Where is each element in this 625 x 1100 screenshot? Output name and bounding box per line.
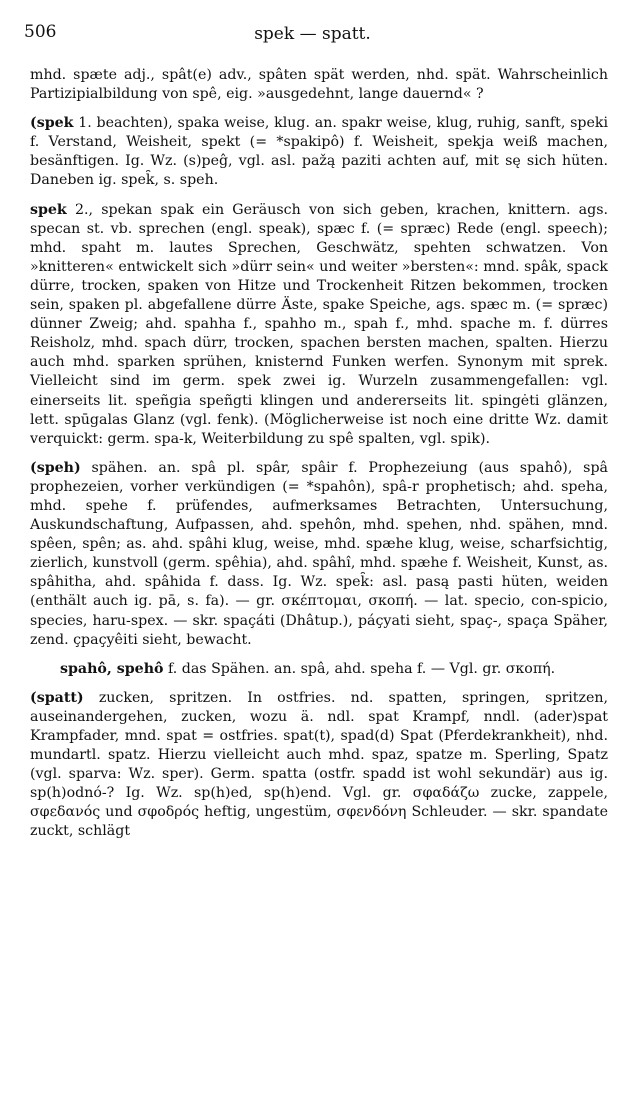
entry-spatt bbox=[30, 689, 608, 842]
running-head: spek — spatt. bbox=[254, 24, 371, 44]
entry-spaho bbox=[60, 660, 608, 679]
entry-text: spähen. an. spâ pl. spâr, spâir f. Prophezeiung (aus spahô), spâ prophezeien, vorher verkündigen (= *spahôn), spâ-r prophetisch; ahd. speha, mhd. spehe f. prüfendes, aufmerksames Betrachten, Untersuchung, Auskundschaftung, Aufpassen, ahd. spehôn, mhd. spehen, nhd. spähen, mnd. spêen, spên; as. ahd. spâhi klug, weise, mhd. spæhe klug, weise, scharfsichtig, zierlich, kunstvoll (germ. spêhia), ahd. spâhî, mhd. spæhe f. Weisheit, Kunst, as. spâhitha, ahd. spâhida f. dass. Ig. Wz. spek̑: asl. pasą pasti hüten, weiden (enthält auch ig. pā, s. fa). — gr. σκέπτομαι, σκοπή. — lat. specio, con-spicio, species, haru-spex. — skr. spaçáti (Dhâtup.), páçyati sieht, spaç-, spaça Späher, zend. çpaçyêiti sieht, bewacht. bbox=[30, 459, 608, 648]
page-header bbox=[0, 22, 625, 50]
entry-text: f. das Spähen. an. spâ, ahd. speha f. — Vgl. gr. σκοπή. bbox=[163, 660, 556, 677]
entry-headword: (spek bbox=[30, 115, 74, 132]
page-number: 506 bbox=[24, 22, 57, 42]
entry-headword: (speh) bbox=[30, 459, 81, 476]
entry-spek-1 bbox=[30, 114, 608, 190]
entry-speh bbox=[30, 459, 608, 650]
entry-headword: (spatt) bbox=[30, 689, 84, 706]
entry-spaet bbox=[30, 66, 608, 104]
entry-text: 1. beachten), spaka weise, klug. an. spakr weise, klug, ruhig, sanft, speki f. Verstand, Weisheit, spekt (= *spakipô) f. Weisheit, spekja weiß machen, besänftigen. Ig. Wz. (s)peĝ, vgl. asl. pažą paziti achten auf, mit sę sich hüten. Daneben ig. spek̑, s. speh. bbox=[30, 115, 608, 189]
entry-text: 2., spekan spak ein Geräusch von sich geben, krachen, knittern. ags. specan st. vb. sprechen (engl. speak), spæc f. (= spræc) Rede (engl. speech); mhd. spaht m. lautes Sprechen, Geschwätz, spehten schwatzen. Von »knitteren« entwickelt sich »dürr sein« und weiter »bersten«: mnd. spâk, spack dürre, trocken, spaken von Hitze und Trockenheit Ritzen bekommen, trocken sein, spaken pl. abgefallene dürre Äste, spake Speiche, ags. spæc m. (= spræc) dünner Zweig; ahd. spahha f., spahho m., spah f., mhd. spache m. f. dürres Reisholz, mhd. spach dürr, trocken, spachen bersten machen, spalten. Hierzu auch mhd. sparken sprühen, knisternd Funken werfen. Synonym mit sprek. Vielleicht sind im germ. spek zwei ig. Wurzeln zusammengefallen: vgl. einerseits lit. speñgia speñgti klingen und andererseits lit. spingėti glänzen, lett. spūgalas Glanz (vgl. fenk). (Möglicherweise ist noch eine dritte Wz. damit verquickt: germ. spa-k, Weiterbildung zu spê spalten, vgl. spik). bbox=[30, 201, 608, 447]
entry-text: zucken, spritzen. In ostfries. nd. spatten, springen, spritzen, auseinandergehen, zucken, wozu ä. ndl. spat Krampf, nndl. (ader)spat Krampfader, mnd. spat = ostfries. spat(t), spad(d) Spat (Pferdekrankheit), nhd. mundartl. spatz. Hierzu vielleicht auch mhd. spaz, spatze m. Sperling, Spatz (vgl. sparva: Wz. sper). Germ. spatta (ostfr. spadd ist wohl sekundär) aus ig. sp(h)odnó-? Ig. Wz. sp(h)ed, sp(h)end. Vgl. gr. σφαδάζω zucke, zappele, σφεδανός und σφοδρός heftig, ungestüm, σφενδόνη Schleuder. — skr. spandate zuckt, schlägt bbox=[30, 689, 608, 840]
entry-spek-2 bbox=[30, 201, 608, 449]
entry-text: mhd. spæte adj., spât(e) adv., spâten spät werden, nhd. spät. Wahrscheinlich Partizipialbildung von spê, eig. »ausgedehnt, lange dauernd« ? bbox=[30, 67, 608, 103]
entries bbox=[30, 66, 608, 852]
entry-headword: spahô, spehô bbox=[60, 660, 164, 677]
entry-headword: spek bbox=[30, 201, 67, 218]
